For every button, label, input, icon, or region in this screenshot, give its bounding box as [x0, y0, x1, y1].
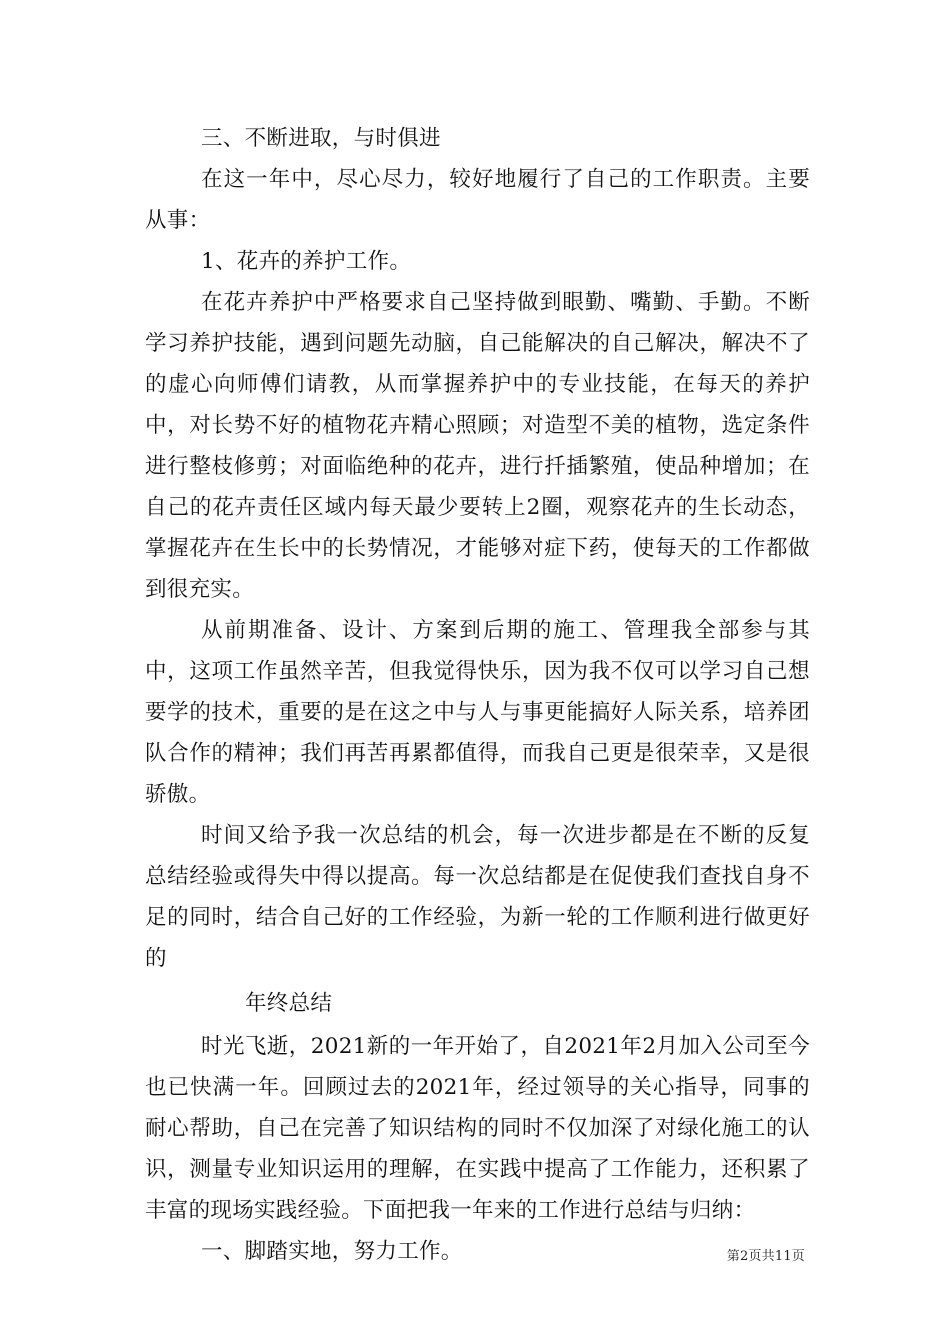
section-heading: 三、不断进取，与时俱进: [201, 126, 441, 151]
paragraph: 在这一年中，尽心尽力，较好地履行了自己的工作职责。主要从事：: [145, 167, 810, 233]
paragraph: 时间又给予我一次总结的机会，每一次进步都是在不断的反复总结经验或得失中得以提高。每一次总结都是在促使我们查找自身不足的同时，结合自己好的工作经验，为新一轮的工作顺利进行做更好的: [145, 823, 810, 971]
document-title: 年终总结: [245, 991, 333, 1016]
subsection-heading: 1、花卉的养护工作。: [201, 249, 412, 274]
paragraph: 从前期准备、设计、方案到后期的施工、管理我全部参与其中，这项工作虽然辛苦，但我觉得快乐，因为我不仅可以学习自己想要学的技术，重要的是在这之中与人与事更能搞好人际关系，培养团队合作的精神；我们再苦再累都值得，而我自己更是很荣幸，又是很骄傲。: [145, 618, 810, 807]
paragraph: 时光飞逝，2021新的一年开始了，自2021年2月加入公司至今也已快满一年。回顾过去的2021年，经过领导的关心指导，同事的耐心帮助，自己在完善了知识结构的同时不仅加深了对绿化施工的认识，测量专业知识运用的理解，在实践中提高了工作能力，还积累了丰富的现场实践经验。下面把我一年来的工作进行总结与归纳：: [145, 1034, 810, 1223]
section-heading: 一、脚踏实地，努力工作。: [201, 1239, 463, 1264]
page-number: 第2页共11页: [726, 1249, 805, 1264]
document-body: [145, 118, 810, 1272]
paragraph: 在花卉养护中严格要求自己坚持做到眼勤、嘴勤、手勤。不断学习养护技能，遇到问题先动脑，自己能解决的自己解决，解决不了的虚心向师傅们请教，从而掌握养护中的专业技能，在每天的养护中，对长势不好的植物花卉精心照顾；对造型不美的植物，选定条件进行整枝修剪；对面临绝种的花卉，进行扦插繁殖，使品种增加；在自己的花卉责任区域内每天最少要转上2圈，观察花卉的生长动态，掌握花卉在生长中的长势情况，才能够对症下药，使每天的工作都做到很充实。: [145, 290, 810, 602]
